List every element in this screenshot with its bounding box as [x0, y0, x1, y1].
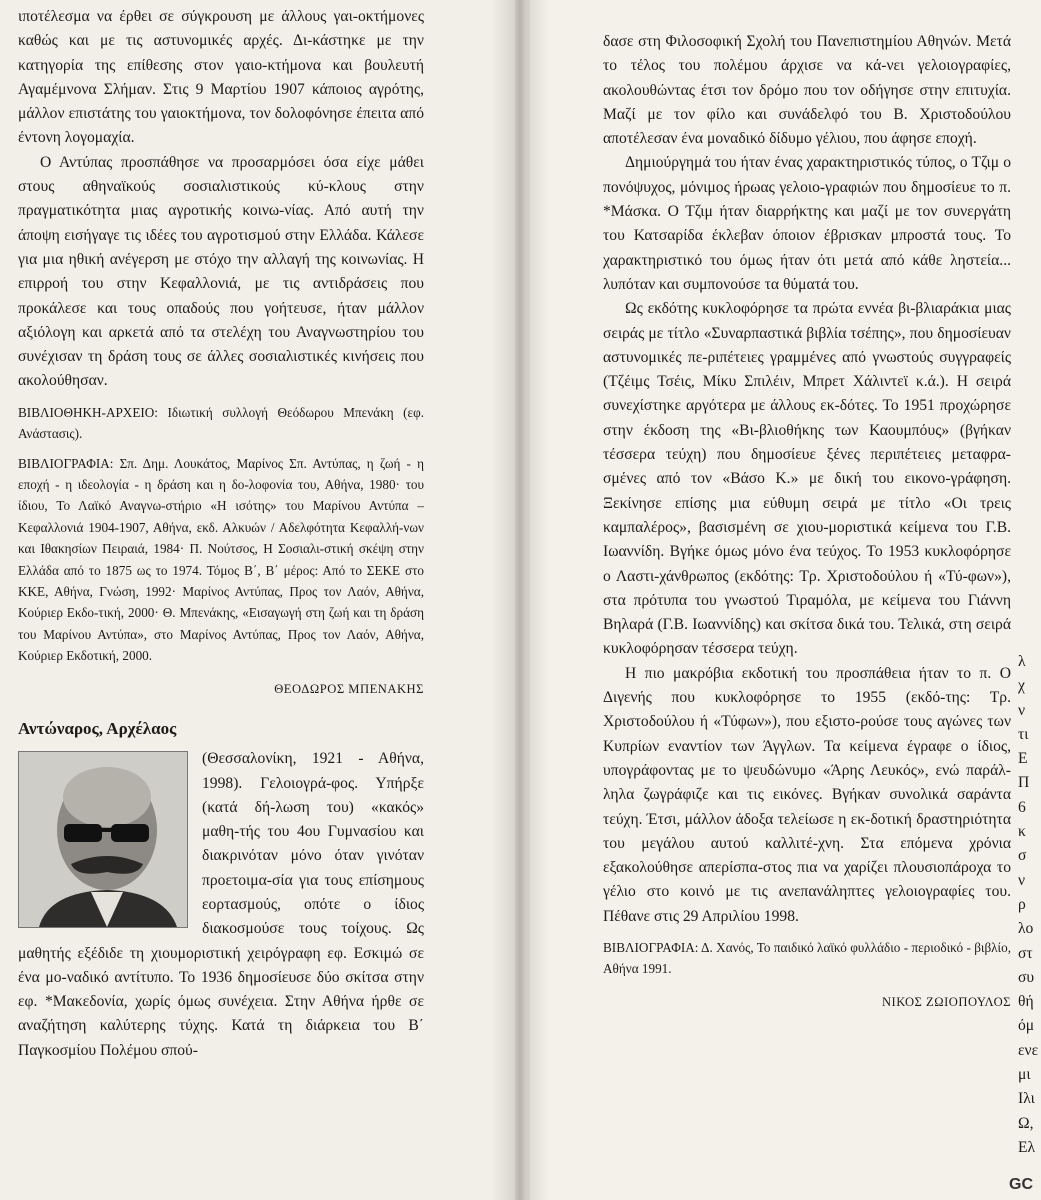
left-paragraph-2: Ο Αντύπας προσπάθησε να προσαρμόσει όσα είχε μάθει στους αθηναϊκούς σοσιαλιστικούς κύ-κλους στην πραγματικότητα μιας αγροτικής κοινω-νίας. Από αυτή την άποψη εισήγαγε τις ιδέες του αγροτισμού στην Ελλάδα. Κάλεσε για μια ηθική ανέγερση με στόχο την αλλαγή της κοινωνίας. Η επιρροή του στην Κεφαλλονιά, με τις αντιδράσεις που προκάλεσε και τους οπαδούς που γοήτευσε, ήταν μάλλον αξιόλογη και αρκετά από τα στελέχη του Αναγνωστηρίου του συνέχισαν τη δράση τους σε άλλες σοσιαλιστικές κινήσεις που ακολούθησαν. [18, 153, 424, 390]
right-paragraph-1: δασε στη Φιλοσοφική Σχολή του Πανεπιστημίου Αθηνών. Μετά το τέλος του πολέμου άρχισε να κά-νει γελοιογραφίες, ακολουθώντας έτσι τον δρόμο που τον οδήγησε στην επιτυχία. Μαζί με τον φίλο και συνάδελφό του Β. Χριστοδούλου αποτέλεσαν ένα μοναδικό δίδυμο γέλιου, που άφησε εποχή. [603, 33, 1011, 148]
entry-text: (Θεσσαλονίκη, 1921 - Αθήνα, 1998). Γελοιογρά-φος. Υπήρξε (κατά δή-λωση του) «κακός» μαθη-τής του 4ου Γυμνασίου και διακρινόταν μόνο όταν γινόταν προετοιμα-σία για τους επίσημους εορτασμούς, οπότε ο ίδιος διακοσμούσε τους τοίχους. Ως μαθητής εξέδιδε τη χιουμοριστική χειρόγραφη εφ. Εσκιμώ σε ένα μο-ναδικό αντίτυπο. Το 1936 δημοσίευσε δύο σκίτσα στην εφ. *Μακεδονία, χωρίς όμως συνέχεια. Στην Αθήνα ήρθε σε αναζήτηση καλύτερης τύχης. Κατά τη διάρκεια του Β΄ Παγκοσμίου Πολέμου σπού- [18, 750, 424, 1059]
archive-note: ΒΙΒΛΙΟΘΗΚΗ-ΑΡΧΕΙΟ: Ιδιωτική συλλογή Θεόδωρου Μπενάκη (εφ. Ανάστασις). [18, 404, 424, 442]
edge-fragment: Ιλι [1018, 1090, 1035, 1108]
edge-fragment: ενε [1018, 1041, 1039, 1059]
entry-title: Αντώναρος, Αρχέλαος [18, 718, 177, 738]
signature-right: ΝΙΚΟΣ ΖΩΙΟΠΟΥΛΟΣ [881, 994, 1011, 1009]
right-paragraph-4: Η πιο μακρόβια εκδοτική του προσπάθεια ήταν το π. Ο Διγενής που κυκλοφόρησε το 1955 (εκδό-της: Τρ. Χριστοδούλου ή «Τύφων»), που εξιστο-ρούσε τους αγώνες των Κυπρίων εναντίον των Άγγλων. Τα κείμενα έγραφε ο ίδιος, υπογράφοντας με το ψευδώνυμο «Άρης Λευκός», ενώ παράλ-ληλα ζωγράφιζε και τις εικόνες. Βγήκαν συνολικά σαράντα τεύχη. Έτσι, μάλλον άδοξα τελείωσε η εκ-δοτική δραστηριότητα του μεγάλου αυτού καλλιτέ-χνη. Στα επόμενα χρόνια εξακολούθησε απερίσπα-στος πια να χαρίζει πλουσιοπάροχα το γέλιο στο κοινό με τις ανεπανάληπτες γελοιογραφίες του. Πέθανε στις 29 Απριλίου 1998. [603, 664, 1011, 925]
portrait-photo [18, 751, 188, 928]
edge-fragment: ρ [1018, 895, 1026, 913]
edge-fragment: όμ [1018, 1017, 1035, 1035]
edge-fragment: συ [1018, 968, 1035, 986]
portrait-image [19, 752, 187, 927]
edge-fragment: ν [1018, 871, 1026, 889]
watermark: GC [1009, 1176, 1033, 1193]
next-page-edge-fragments [1018, 650, 1041, 1160]
edge-fragment: ν [1018, 701, 1026, 719]
edge-fragment: Π [1018, 774, 1030, 792]
edge-fragment: Ε [1018, 750, 1028, 768]
edge-fragment: τι [1018, 725, 1029, 743]
right-column [603, 30, 1011, 1014]
left-column [18, 5, 424, 1063]
edge-fragment: Ω, [1018, 1114, 1034, 1132]
edge-fragment: χ [1018, 677, 1025, 695]
signature-left: ΘΕΟΔΩΡΟΣ ΜΠΕΝΑΚΗΣ [274, 681, 424, 696]
edge-fragment: στ [1018, 944, 1033, 962]
edge-fragment: θή [1018, 993, 1034, 1011]
right-paragraph-3: Ως εκδότης κυκλοφόρησε τα πρώτα εννέα βι-βλιαράκια μιας σειράς με τίτλο «Συναρπαστικά βιβλία τσέπης», που δημοσίευαν αστυνομικές πε-ριπέτειες γραμμένες από γνωστούς συγγραφείς (Τζέιμς Τσέις, Μίκυ Σπιλέιν, Μπρετ Χάλιντεϊ κ.ά.). Η σειρά συνεχίστηκε αργότερα με άλλους εκ-δότες. Το 1951 προχώρησε στην έκδοση της «Βι-βλιοθήκης των Καουμπόυς» (βγήκαν τέσσερα τεύχη) που δημοσίευε ξένες περιπέτειες μεταφρα-σμένες από τον «Βάσο Κ.» με δική του εικονο-γράφηση. Ξεκίνησε επίσης μια εύθυμη σειρά με τίτλο «Οι τρεις καμπαλέρος», βασισμένη σε χιου-μοριστικά κείμενα του Γ.Β. Ιωαννίδη. Βγήκε όμως μόνο ένα τεύχος. Το 1953 κυκλοφόρησε ο Λαστι-χάνθρωπος (εκδότης: Τρ. Χριστοδούλου ή «Τύ-φων»), στα πρότυπα του γνωστού Τιραμόλα, με κείμενα του Γιάννη Βηλαρά (Γ.Β. Ιωαννίδης) και σκίτσα δικά του. Τελικά, στη σειρά κυκλοφόρησαν τέσσερα τεύχη. [603, 300, 1011, 658]
entry-body [18, 747, 424, 1063]
edge-fragment: σ [1018, 847, 1027, 865]
edge-fragment: κ [1018, 823, 1026, 841]
bibliography-left: ΒΙΒΛΙΟΓΡΑΦΙΑ: Σπ. Δημ. Λουκάτος, Μαρίνος Σπ. Αντύπας, η ζωή - η εποχή - η ιδεολογία - η δράση και η δο-λοφονία του, Αθήνα, 1980· του ίδιου, Το Λαϊκό Αναγνω-στήριο «Η ισότης» του Μαρίνου Αντύπα –Κεφαλλονιά 1904-1907, Αθήνα, εκδ. Αλκυών / Αδελφότητα Κεφαλλή-νων και Ιθακησίων Πειραιά, 1984· Π. Νούτσος, Η Σοσιαλι-στική σκέψη στην Ελλάδα από το 1875 ως το 1974. Τόμος Β΄, Β΄ μέρος: Από το ΣΕΚΕ στο ΚΚΕ, Αθήνα, Γνώση, 1992· Μαρίνος Αντύπας, Προς τον Λαόν, Αθήνα, Κούριερ Εκδο-τική, 2000· Θ. Μπενάκης, «Εισαγωγή στη ζωή και τη δράση του Μαρίνου Αντύπα», στο Μαρίνος Αντύπας, Προς τον Λαόν, Αθήνα, Κούριερ Εκδοτική, 2000. [18, 455, 424, 664]
edge-fragment: 6 [1018, 798, 1026, 816]
edge-fragment: λ [1018, 653, 1026, 670]
edge-fragment: μι [1018, 1066, 1031, 1084]
edge-fragment: Ελ [1018, 1138, 1036, 1156]
edge-fragment: λο [1018, 920, 1034, 938]
right-paragraph-2: Δημιούργημά του ήταν ένας χαρακτηριστικός τύπος, ο Τζιμ ο πονόψυχος, μόνιμος ήρωας γελοιο-γραφιών που δημοσίευε το π. *Μάσκα. Ο Τζιμ ήταν διαρρήκτης και μαζί με τον συνεργάτη του Κατσαρίδα έκλεβαν όποιον έβρισκαν μπροστά τους. Το χαρακτηριστικό του όμως ήταν ότι μετά από κάθε ληστεία... λυπόταν και συμπονούσε τα θύματά του. [603, 154, 1011, 293]
left-paragraph-1: ιποτέλεσμα να έρθει σε σύγκρουση με άλλους γαι-οκτήμονες καθώς και με τις αστυνομικές αρχές. Δι-κάστηκε με την κατηγορία της επίθεσης στον γαιο-κτήμονα και βουλευτή Αγαμέμνονα Σλήμαν. Στις 9 Μαρτίου 1907 κάποιος αγρότης, μάλλον επιστάτης του γαιοκτήμονα, τον δολοφόνησε έπειτα από έντονη λογομαχία. [18, 8, 424, 147]
bibliography-right: ΒΙΒΛΙΟΓΡΑΦΙΑ: Δ. Χανός, Το παιδικό λαϊκό φυλλάδιο - περιοδικό - βιβλίο, Αθήνα 1991. [603, 939, 1011, 977]
